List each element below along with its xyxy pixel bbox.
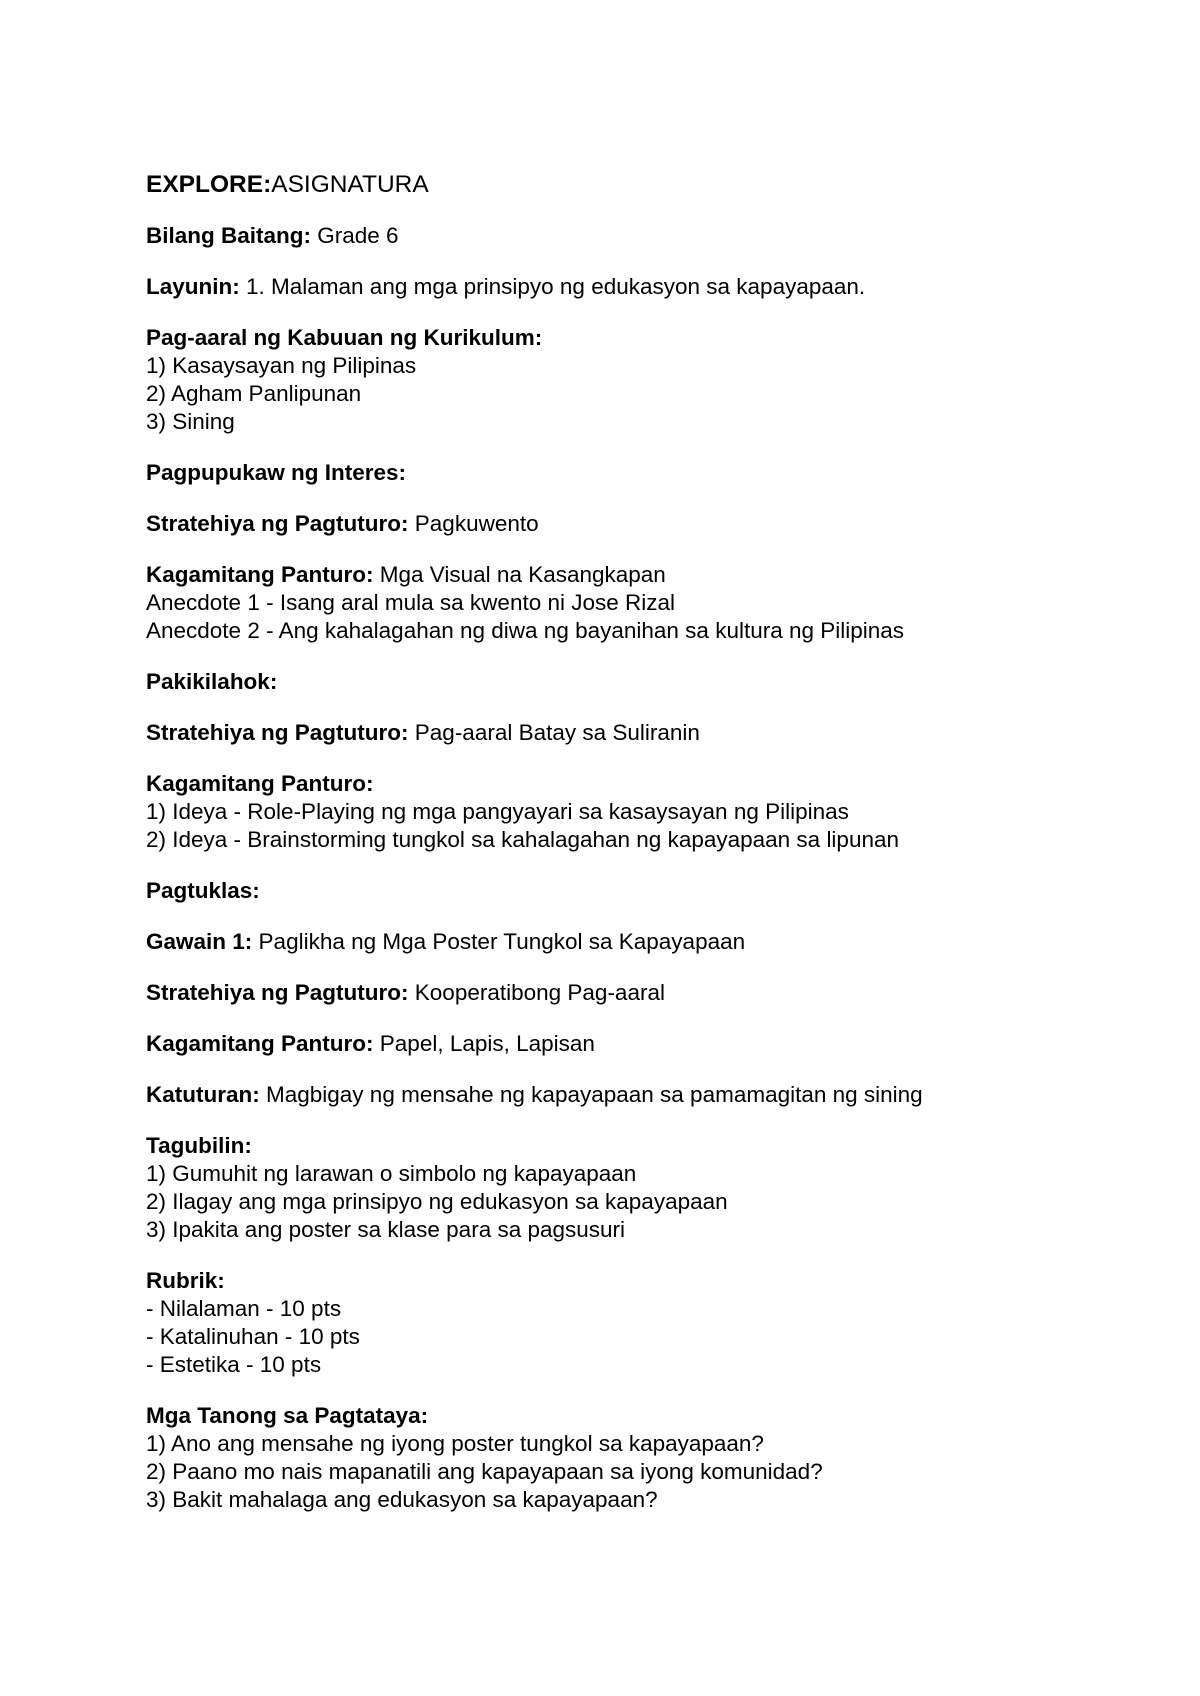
activity-strategy: Stratehiya ng Pagtuturo: Kooperatibong Pag-aaral (146, 980, 665, 1005)
interest-strategy: Stratehiya ng Pagtuturo: Pagkuwento (146, 511, 539, 536)
list-item: 1) Gumuhit ng larawan o simbolo ng kapayapaan (146, 1161, 637, 1186)
instructions-section (146, 1132, 1106, 1244)
list-item: 1) Kasaysayan ng Pilipinas (146, 353, 417, 378)
questions-heading: Mga Tanong sa Pagtataya: (146, 1403, 429, 1428)
document-title: EXPLORE:ASIGNATURA (146, 171, 429, 198)
list-item: 2) Ideya - Brainstorming tungkol sa kahalagahan ng kapayapaan sa lipunan (146, 827, 900, 852)
list-item: 2) Agham Panlipunan (146, 381, 362, 406)
list-item: 3) Sining (146, 409, 235, 434)
discovery-heading: Pagtuklas: (146, 878, 260, 903)
curriculum-heading: Pag-aaral ng Kabuuan ng Kurikulum: (146, 325, 543, 350)
list-item: 3) Bakit mahalaga ang edukasyon sa kapayapaan? (146, 1487, 658, 1512)
list-item: Anecdote 2 - Ang kahalagahan ng diwa ng bayanihan sa kultura ng Pilipinas (146, 618, 905, 643)
instructions-heading: Tagubilin: (146, 1133, 252, 1158)
significance: Katuturan: Magbigay ng mensahe ng kapayapaan sa pamamagitan ng sining (146, 1082, 923, 1107)
rubric-section (146, 1267, 1106, 1379)
participation-materials (146, 770, 1106, 854)
list-item: Anecdote 1 - Isang aral mula sa kwento ni Jose Rizal (146, 590, 676, 615)
participation-materials-heading: Kagamitang Panturo: (146, 771, 374, 796)
interest-materials (146, 561, 1106, 645)
rubric-heading: Rubrik: (146, 1268, 225, 1293)
list-item: - Nilalaman - 10 pts (146, 1296, 342, 1321)
questions-section (146, 1402, 1106, 1514)
participation-heading: Pakikilahok: (146, 669, 278, 694)
list-item: - Katalinuhan - 10 pts (146, 1324, 360, 1349)
interest-heading: Pagpupukaw ng Interes: (146, 460, 407, 485)
list-item: 1) Ideya - Role-Playing ng mga pangyayari sa kasaysayan ng Pilipinas (146, 799, 849, 824)
interest-materials-heading: Kagamitang Panturo: Mga Visual na Kasangkapan (146, 562, 666, 587)
grade-level: Bilang Baitang: Grade 6 (146, 223, 399, 248)
list-item: 2) Paano mo nais mapanatili ang kapayapaan sa iyong komunidad? (146, 1459, 823, 1484)
activity-materials: Kagamitang Panturo: Papel, Lapis, Lapisan (146, 1031, 595, 1056)
list-item: - Estetika - 10 pts (146, 1352, 322, 1377)
document-body (146, 168, 1106, 1537)
activity: Gawain 1: Paglikha ng Mga Poster Tungkol sa Kapayapaan (146, 929, 746, 954)
list-item: 1) Ano ang mensahe ng iyong poster tungkol sa kapayapaan? (146, 1431, 764, 1456)
list-item: 2) Ilagay ang mga prinsipyo ng edukasyon sa kapayapaan (146, 1189, 728, 1214)
objective: Layunin: 1. Malaman ang mga prinsipyo ng edukasyon sa kapayapaan. (146, 274, 866, 299)
list-item: 3) Ipakita ang poster sa klase para sa pagsusuri (146, 1217, 626, 1242)
participation-strategy: Stratehiya ng Pagtuturo: Pag-aaral Batay sa Suliranin (146, 720, 700, 745)
curriculum-section (146, 324, 1106, 436)
